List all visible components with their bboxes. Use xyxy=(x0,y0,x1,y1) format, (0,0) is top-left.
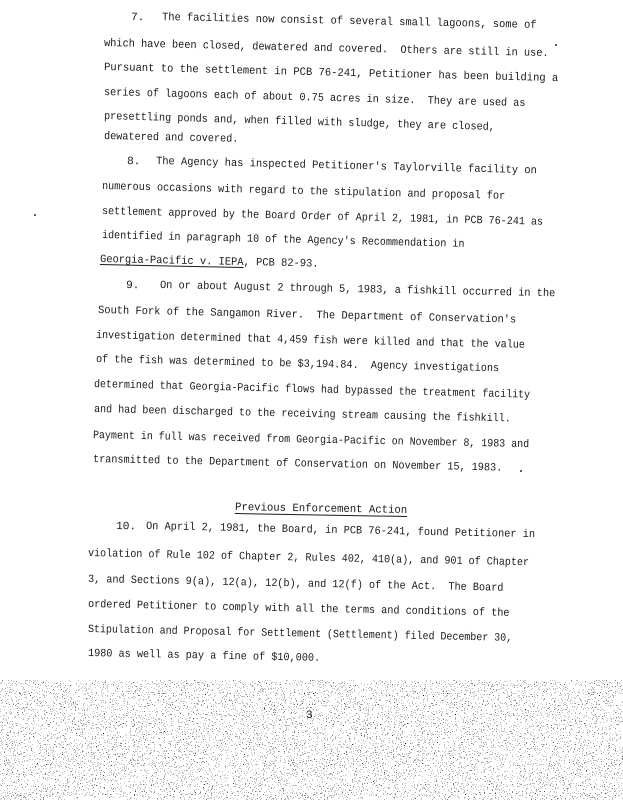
text-line: and had been discharged to the receiving stream causing the fishkill. xyxy=(93,404,511,426)
text-line: South Fork of the Sangamon River. The Department of Conservation's xyxy=(97,305,517,327)
text-line: On April 2, 1981, the Board, in PCB 76-241, found Petitioner in xyxy=(145,521,536,542)
paragraph-number: 8. xyxy=(126,156,141,169)
citation-suffix: , PCB 82-93. xyxy=(243,257,319,271)
text-line: 1980 as well as pay a fine of $10,000. xyxy=(87,648,321,665)
text-line: Pursuant to the settlement in PCB 76-241, Petitioner has been building a xyxy=(103,62,559,86)
text-line: numerous occasions with regard to the stipulation and proposal for xyxy=(101,181,506,203)
text-line: ordered Petitioner to comply with all the terms and conditions of the xyxy=(87,599,510,620)
paragraph-number: 10. xyxy=(115,521,137,534)
text-line: 3, and Sections 9(a), 12(a), 12(b), and 12(f) of the Act. The Board xyxy=(87,574,504,595)
text-line: The facilities now consist of several small lagoons, some of xyxy=(161,12,537,32)
text-line: investigation determined that 4,459 fish were killed and that the value xyxy=(95,330,526,352)
scan-speck xyxy=(520,470,522,472)
scan-noise xyxy=(0,640,623,800)
text-line: Stipulation and Proposal for Settlement (Settlement) filed December 30, xyxy=(87,624,513,645)
text-line: determined that Georgia-Pacific flows had bypassed the treatment facility xyxy=(93,379,531,402)
text-line: dewatered and covered. xyxy=(103,131,239,146)
section-heading: Previous Enforcement Action xyxy=(234,502,408,518)
case-citation: Georgia-Pacific v. IEPA xyxy=(99,254,244,270)
paragraph-number: 7. xyxy=(130,12,145,25)
text-line: of the fish was determined to be $3,194.84. Agency investigations xyxy=(95,354,500,376)
scan-speck xyxy=(555,44,557,46)
text-line: violation of Rule 102 of Chapter 2, Rules 402, 410(a), and 901 of Chapter xyxy=(87,548,530,570)
text-line: transmitted to the Department of Conservation on November 15, 1983. xyxy=(92,454,503,475)
text-line: Payment in full was received from Georgia-Pacific on November 8, 1983 and xyxy=(92,430,530,452)
scan-noise-layer xyxy=(0,680,623,800)
text-line: series of lagoons each of about 0.75 acres in size. They are used as xyxy=(103,87,526,111)
text-line: identified in paragraph 10 of the Agency's Recommendation in xyxy=(101,230,465,251)
text-line: The Agency has inspected Petitioner's Taylorville facility on xyxy=(155,156,537,178)
text-line: presettling ponds and, when filled with sludge, they are closed, xyxy=(103,111,496,134)
text-line: On or about August 2 through 5, 1983, a fishkill occurred in the xyxy=(159,280,556,301)
text-line: settlement approved by the Board Order of April 2, 1981, in PCB 76-241 as xyxy=(101,206,544,229)
text-line: which have been closed, dewatered and covered. Others are still in use. xyxy=(103,38,549,61)
paragraph-number: 9. xyxy=(125,280,140,293)
scan-speck xyxy=(34,214,36,216)
